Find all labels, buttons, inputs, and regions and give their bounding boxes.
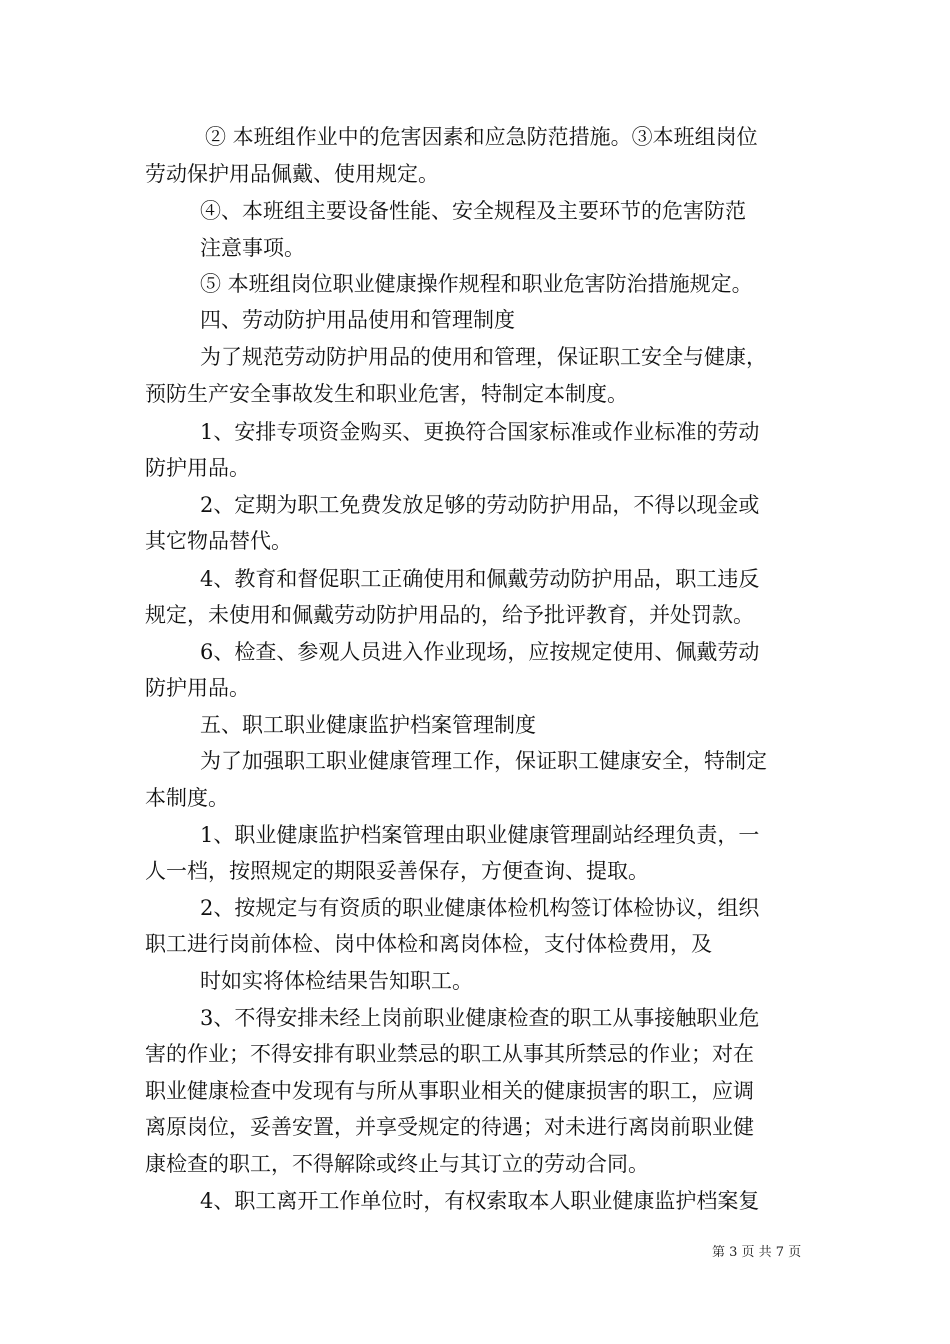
text-line: ② 本班组作业中的危害因素和应急防范措施。③本班组岗位 <box>205 125 758 149</box>
text-line: 2、按规定与有资质的职业健康体检机构签订体检协议，组织 <box>200 896 760 920</box>
text-line: 时如实将体检结果告知职工。 <box>200 969 473 993</box>
text-line: 1、安排专项资金购买、更换符合国家标准或作业标准的劳动 <box>200 420 760 444</box>
page-number: 第 3 页 共 7 页 <box>712 1245 802 1260</box>
text-line: 康检查的职工，不得解除或终止与其订立的劳动合同。 <box>145 1152 649 1176</box>
text-line: 规定，未使用和佩戴劳动防护用品的，给予批评教育，并处罚款。 <box>145 603 754 627</box>
section-heading: 四、劳动防护用品使用和管理制度 <box>200 308 515 332</box>
text-line: 6、检查、参观人员进入作业现场，应按规定使用、佩戴劳动 <box>200 640 760 664</box>
text-line: 职业健康检查中发现有与所从事职业相关的健康损害的职工，应调 <box>145 1079 754 1103</box>
text-line: 2、定期为职工免费发放足够的劳动防护用品，不得以现金或 <box>200 493 760 517</box>
text-line: 预防生产安全事故发生和职业危害，特制定本制度。 <box>145 382 628 406</box>
text-line: ④、本班组主要设备性能、安全规程及主要环节的危害防范 <box>200 199 746 223</box>
text-line: 为了加强职工职业健康管理工作，保证职工健康安全，特制定 <box>200 749 767 773</box>
text-line: 职工进行岗前体检、岗中体检和离岗体检，支付体检费用，及 <box>145 932 712 956</box>
text-line: 防护用品。 <box>145 456 250 480</box>
section-heading: 五、职工职业健康监护档案管理制度 <box>200 713 536 737</box>
text-line: 人一档，按照规定的期限妥善保存，方便查询、提取。 <box>145 859 649 883</box>
text-line: 离原岗位，妥善安置，并享受规定的待遇；对未进行离岗前职业健 <box>145 1115 754 1139</box>
text-line: ⑤ 本班组岗位职业健康操作规程和职业危害防治措施规定。 <box>200 272 753 296</box>
text-line: 4、职工离开工作单位时，有权索取本人职业健康监护档案复 <box>200 1189 760 1213</box>
text-line: 本制度。 <box>145 786 229 810</box>
text-line: 其它物品替代。 <box>145 529 292 553</box>
text-line: 3、不得安排未经上岗前职业健康检查的职工从事接触职业危 <box>200 1006 760 1030</box>
text-line: 害的作业；不得安排有职业禁忌的职工从事其所禁忌的作业；对在 <box>145 1042 754 1066</box>
text-line: 防护用品。 <box>145 676 250 700</box>
text-line: 为了规范劳动防护用品的使用和管理，保证职工安全与健康， <box>200 345 767 369</box>
text-line: 劳动保护用品佩戴、使用规定。 <box>145 162 439 186</box>
text-line: 1、职业健康监护档案管理由职业健康管理副站经理负责，一 <box>200 823 760 847</box>
text-line: 4、教育和督促职工正确使用和佩戴劳动防护用品，职工违反 <box>200 567 760 591</box>
text-line: 注意事项。 <box>200 236 305 260</box>
